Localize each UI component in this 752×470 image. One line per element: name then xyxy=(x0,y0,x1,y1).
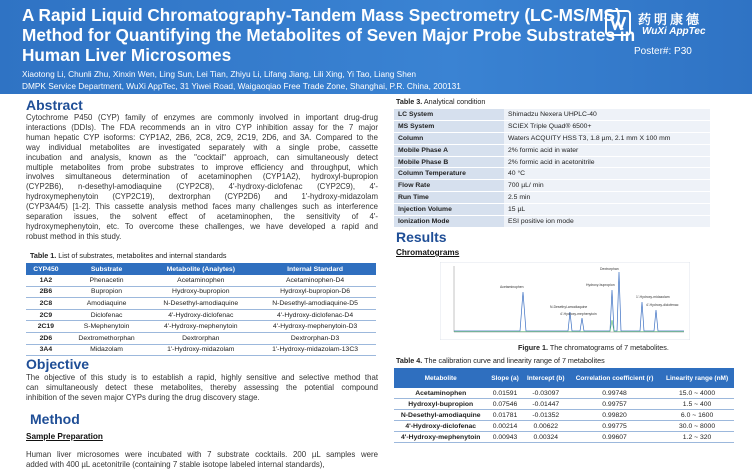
table-cell: Dextrorphan xyxy=(147,332,254,344)
table-cell: Acetaminophen xyxy=(394,388,487,399)
table-row xyxy=(394,109,710,120)
peak-label-acetaminophen: Acetaminophen xyxy=(500,285,524,289)
table-row xyxy=(394,144,710,156)
table-cell: Run Time xyxy=(394,192,504,204)
table-cell: S-Mephenytoin xyxy=(66,321,148,333)
table-cell: Hydroxy-bupropion xyxy=(147,286,254,298)
abstract-line: Cytochrome P450 (CYP) family of enzymes are commonly involved in important drug-drug xyxy=(26,113,378,122)
abstract-line: involves simultaneous determination of acetaminophen (CYP1A2), hydroxyl-bupropion xyxy=(26,172,378,182)
abstract-line: incubation and analysis, known as the "cocktail" approach, can simultaneously detect xyxy=(26,152,378,162)
table1-caption-label: Table 1. xyxy=(30,251,57,260)
table-cell: 1'-Hydroxy-midazolam-13C3 xyxy=(254,344,376,356)
table-cell: Ionization Mode xyxy=(394,216,504,228)
abstract-line: hydroxymephenytoin, etc. To overcome these challenges, we have developed a rapid and xyxy=(26,221,378,231)
table3-caption xyxy=(396,97,485,106)
table-cell: Bupropion xyxy=(66,286,148,298)
table-header-cell: Correlation coefficient (r) xyxy=(569,368,660,388)
table-header-cell: Linearity range (nM) xyxy=(660,368,734,388)
peak-label-hydroxy-mephenytoin: 4'-Hydroxy-mephenytoin xyxy=(560,312,597,316)
header-band xyxy=(0,0,752,94)
table-cell: -0.01447 xyxy=(523,399,569,410)
method-line: Human liver microsomes were incubated with 7 substrate cocktails. 200 µL samples were xyxy=(26,450,378,459)
table-row xyxy=(394,132,710,144)
table-cell: Phenacetin xyxy=(66,275,148,286)
affiliation: DMPK Service Department, WuXi AppTec, 31 Yiwei Road, Waigaoqiao Free Trade Zone, Shanghai, P.R. China, 200131 xyxy=(22,81,461,91)
table-header-cell: Slope (a) xyxy=(487,368,522,388)
table-cell: Diclofenac xyxy=(66,309,148,321)
figure1-caption xyxy=(518,343,669,352)
abstract-line: (CYP2B6), n-desethyl-amodiaquine (CYP2C8), 4'-hydroxy-diclofenac (CYP2C9), 4'- xyxy=(26,182,378,192)
table4-caption xyxy=(396,356,605,365)
table-cell: 4'-Hydroxy-diclofenac xyxy=(394,421,487,432)
table-cell: 6.0 ~ 1600 xyxy=(660,410,734,421)
table-cell: Column xyxy=(394,132,504,144)
table-cell: Hydroxyl-bupropion-D6 xyxy=(254,286,376,298)
table-cell: Waters ACQUITY HSS T3, 1.8 µm, 2.1 mm X 100 mm xyxy=(504,132,710,144)
table-cell: -0.01352 xyxy=(523,410,569,421)
table-row xyxy=(26,309,376,321)
table-cell: 4'-Hydroxy-diclofenac xyxy=(147,309,254,321)
table-cell: Injection Volume xyxy=(394,204,504,216)
table3-caption-label: Table 3. xyxy=(396,97,423,106)
objective-line: can simultaneously detect these metabolites, thereby assessing the potential compound xyxy=(26,382,378,392)
table-row xyxy=(394,410,734,421)
abstract-line: way individual metabolites are investigated separately with a single probe, cassette xyxy=(26,142,378,152)
table-row xyxy=(394,216,710,228)
results-heading: Results xyxy=(396,229,447,245)
logo-chinese-text: 药明康德 xyxy=(638,13,703,28)
abstract-line: interactions (DDIs). The FDA recommends an in vitro CYP inhibition assay for the 7 major xyxy=(26,122,378,132)
wuxi-logo xyxy=(604,7,744,41)
method-heading: Method xyxy=(30,411,80,427)
table-cell: 1A2 xyxy=(26,275,66,286)
table-cell: 30.0 ~ 8000 xyxy=(660,421,734,432)
table-row xyxy=(394,432,734,443)
table-row xyxy=(26,344,376,356)
peak-label-hydroxy-midazolam: 1'-Hydroxy-midazolam xyxy=(636,295,670,299)
table-cell: 15.0 ~ 4000 xyxy=(660,388,734,399)
table-header-cell: CYP450 xyxy=(26,263,66,275)
table-cell: 4'-Hydroxy-mephenytoin xyxy=(394,432,487,443)
figure1-caption-label: Figure 1. xyxy=(518,343,548,352)
table-cell: Acetaminophen xyxy=(147,275,254,286)
table-cell: 1'-Hydroxy-midazolam xyxy=(147,344,254,356)
table-row xyxy=(394,421,734,432)
author-list: Xiaotong Li, Chunli Zhu, Xinxin Wen, Ling Sun, Lei Tian, Zhiyu Li, Lifang Jiang, Lili Xing, Yi Tao, Liang Shen xyxy=(22,69,417,79)
table-cell: ESI positive ion mode xyxy=(504,216,710,228)
table-cell: 2D6 xyxy=(26,332,66,344)
peak-label-hydroxy-bupropion: Hydroxy-bupropion xyxy=(586,283,615,287)
objective-line: inhibition of the seven major CYPs during the drug discovery stage. xyxy=(26,392,260,402)
table-row xyxy=(394,204,710,216)
table-cell: 0.99757 xyxy=(569,399,660,410)
title-line-3: Human Liver Microsomes xyxy=(22,45,232,65)
table-cell: 15 µL xyxy=(504,204,710,216)
table-cell: 0.00214 xyxy=(487,421,522,432)
table-header-cell: Internal Standard xyxy=(254,263,376,275)
table-cell: 1.5 ~ 400 xyxy=(660,399,734,410)
analytical-condition-table xyxy=(394,109,710,228)
table-cell: 0.99748 xyxy=(569,388,660,399)
wuxi-logo-icon xyxy=(604,9,632,37)
table-cell: Amodiaquine xyxy=(66,298,148,310)
table-cell: Flow Rate xyxy=(394,180,504,192)
table-cell: 0.00324 xyxy=(523,432,569,443)
logo-english-text: WuXi AppTec xyxy=(642,26,706,37)
objective-heading: Objective xyxy=(26,356,90,372)
peak-label-desethyl-amodiaquine: N-Desethyl-amodiaquine xyxy=(550,305,588,309)
table-row xyxy=(394,180,710,192)
abstract-line: hydroxymephenytoin (CYP2C19), dextrorphan (CYP2D6) and 1'-hydroxy-midazolam xyxy=(26,192,378,202)
table-cell: 0.00622 xyxy=(523,421,569,432)
abstract-heading: Abstract xyxy=(26,97,83,113)
table-cell: 0.01591 xyxy=(487,388,522,399)
objective-line: The objective of this study is to establish a rapid, highly sensitive and selective method that xyxy=(26,373,378,382)
table-cell: 2B6 xyxy=(26,286,66,298)
table-cell: Mobile Phase A xyxy=(394,144,504,156)
table-cell: 4'-Hydroxy-mephenytoin xyxy=(147,321,254,333)
table-cell: Column Temperature xyxy=(394,168,504,180)
table-header-cell: Metabolite xyxy=(394,368,487,388)
table-cell: Acetaminophen-D4 xyxy=(254,275,376,286)
table1-caption xyxy=(30,251,226,260)
table-row xyxy=(26,275,376,286)
table-header-cell: Metabolite (Analytes) xyxy=(147,263,254,275)
table-cell: Dextromethorphan xyxy=(66,332,148,344)
table-cell: 2C9 xyxy=(26,309,66,321)
table4-caption-text: The calibration curve and linearity range of 7 metabolites xyxy=(422,356,605,365)
abstract-text xyxy=(26,113,378,242)
sample-preparation-subheading: Sample Preparation xyxy=(26,432,103,441)
table-cell: 3A4 xyxy=(26,344,66,356)
table-cell: 0.00943 xyxy=(487,432,522,443)
figure1-caption-text: The chromatograms of 7 metabolites. xyxy=(547,343,669,352)
peak-label-hydroxy-diclofenac: 4'-Hydroxy-diclofenac xyxy=(646,303,679,307)
table-cell: N-Desethyl-amodiaquine xyxy=(147,298,254,310)
table3-caption-text: Analytical condition xyxy=(422,97,486,106)
table-cell: Hydroxyl-bupropion xyxy=(394,399,487,410)
table-cell: 0.07546 xyxy=(487,399,522,410)
table-cell: 2.5 min xyxy=(504,192,710,204)
abstract-line: (CYP3A4/5) [1-2]. This cassette analysis method faces many challenges such as interference xyxy=(26,202,378,212)
table-row xyxy=(26,321,376,333)
table-header-cell: Intercept (b) xyxy=(523,368,569,388)
table-cell: MS System xyxy=(394,120,504,132)
table-cell: 0.99820 xyxy=(569,410,660,421)
table-cell: -0.03097 xyxy=(523,388,569,399)
table-cell: 40 °C xyxy=(504,168,710,180)
table-row xyxy=(394,192,710,204)
abstract-line: separation issues, the solvent effect of acetaminophen, the sensitivity of 4'- xyxy=(26,212,378,222)
table-row xyxy=(394,120,710,132)
objective-text xyxy=(26,373,378,403)
table-cell: 2% formic acid in water xyxy=(504,144,710,156)
table-cell: Mobile Phase B xyxy=(394,156,504,168)
table-cell: 0.99607 xyxy=(569,432,660,443)
table-row xyxy=(394,156,710,168)
chromatogram-figure xyxy=(440,262,690,340)
title-line-2: Method for Quantifying the Metabolites of Seven Major Probe Substrates in xyxy=(22,25,636,45)
table1-caption-text: List of substrates, metabolites and internal standards xyxy=(56,251,227,260)
table-cell: Shimadzu Nexera UHPLC-40 xyxy=(504,109,710,120)
table-cell: 700 µL/ min xyxy=(504,180,710,192)
substrates-table xyxy=(26,263,376,356)
abstract-line: human hepatic CYP isoforms: CYP1A2, 2B6, 2C8, 2C9, 2C19, 2D6, and 3A. Compared to the xyxy=(26,132,378,142)
peak-label-dextrorphan: Dextrorphan xyxy=(600,267,619,271)
table-cell: SCIEX Triple Quad® 6500+ xyxy=(504,120,710,132)
table-cell: 2% formic acid in acetonitrile xyxy=(504,156,710,168)
table-cell: 0.01781 xyxy=(487,410,522,421)
table-cell: LC System xyxy=(394,109,504,120)
title-line-1: A Rapid Liquid Chromatography-Tandem Mass Spectrometry (LC-MS/MS) xyxy=(22,5,621,25)
abstract-line: robust method in this study. xyxy=(26,231,122,241)
table-cell: Dextrorphan-D3 xyxy=(254,332,376,344)
table-row xyxy=(26,298,376,310)
table-row xyxy=(394,388,734,399)
table-cell: 1.2 ~ 320 xyxy=(660,432,734,443)
table-row xyxy=(394,399,734,410)
poster-number: Poster#: P30 xyxy=(634,46,692,57)
table-cell: 4'-Hydroxy-mephenytoin-D3 xyxy=(254,321,376,333)
table-cell: N-Desethyl-amodiaquine xyxy=(394,410,487,421)
calibration-table xyxy=(394,368,734,443)
table-row xyxy=(394,168,710,180)
table-row xyxy=(26,286,376,298)
method-line: added with 400 µL acetonitrile (containing 7 stable isotope labeled internal standards), xyxy=(26,459,325,469)
table-cell: 4'-Hydroxy-diclofenac-D4 xyxy=(254,309,376,321)
table-cell: 2C19 xyxy=(26,321,66,333)
table-cell: Midazolam xyxy=(66,344,148,356)
table-cell: N-Desethyl-amodiaquine-D5 xyxy=(254,298,376,310)
table4-caption-label: Table 4. xyxy=(396,356,423,365)
abstract-line: multiple metabolites from probe substrates to improve efficiency and throughput, which xyxy=(26,162,378,172)
table-header-cell: Substrate xyxy=(66,263,148,275)
table-cell: 0.99775 xyxy=(569,421,660,432)
table-row xyxy=(26,332,376,344)
chromatograms-subheading: Chromatograms xyxy=(396,248,460,257)
table-cell: 2C8 xyxy=(26,298,66,310)
method-text xyxy=(26,450,378,470)
